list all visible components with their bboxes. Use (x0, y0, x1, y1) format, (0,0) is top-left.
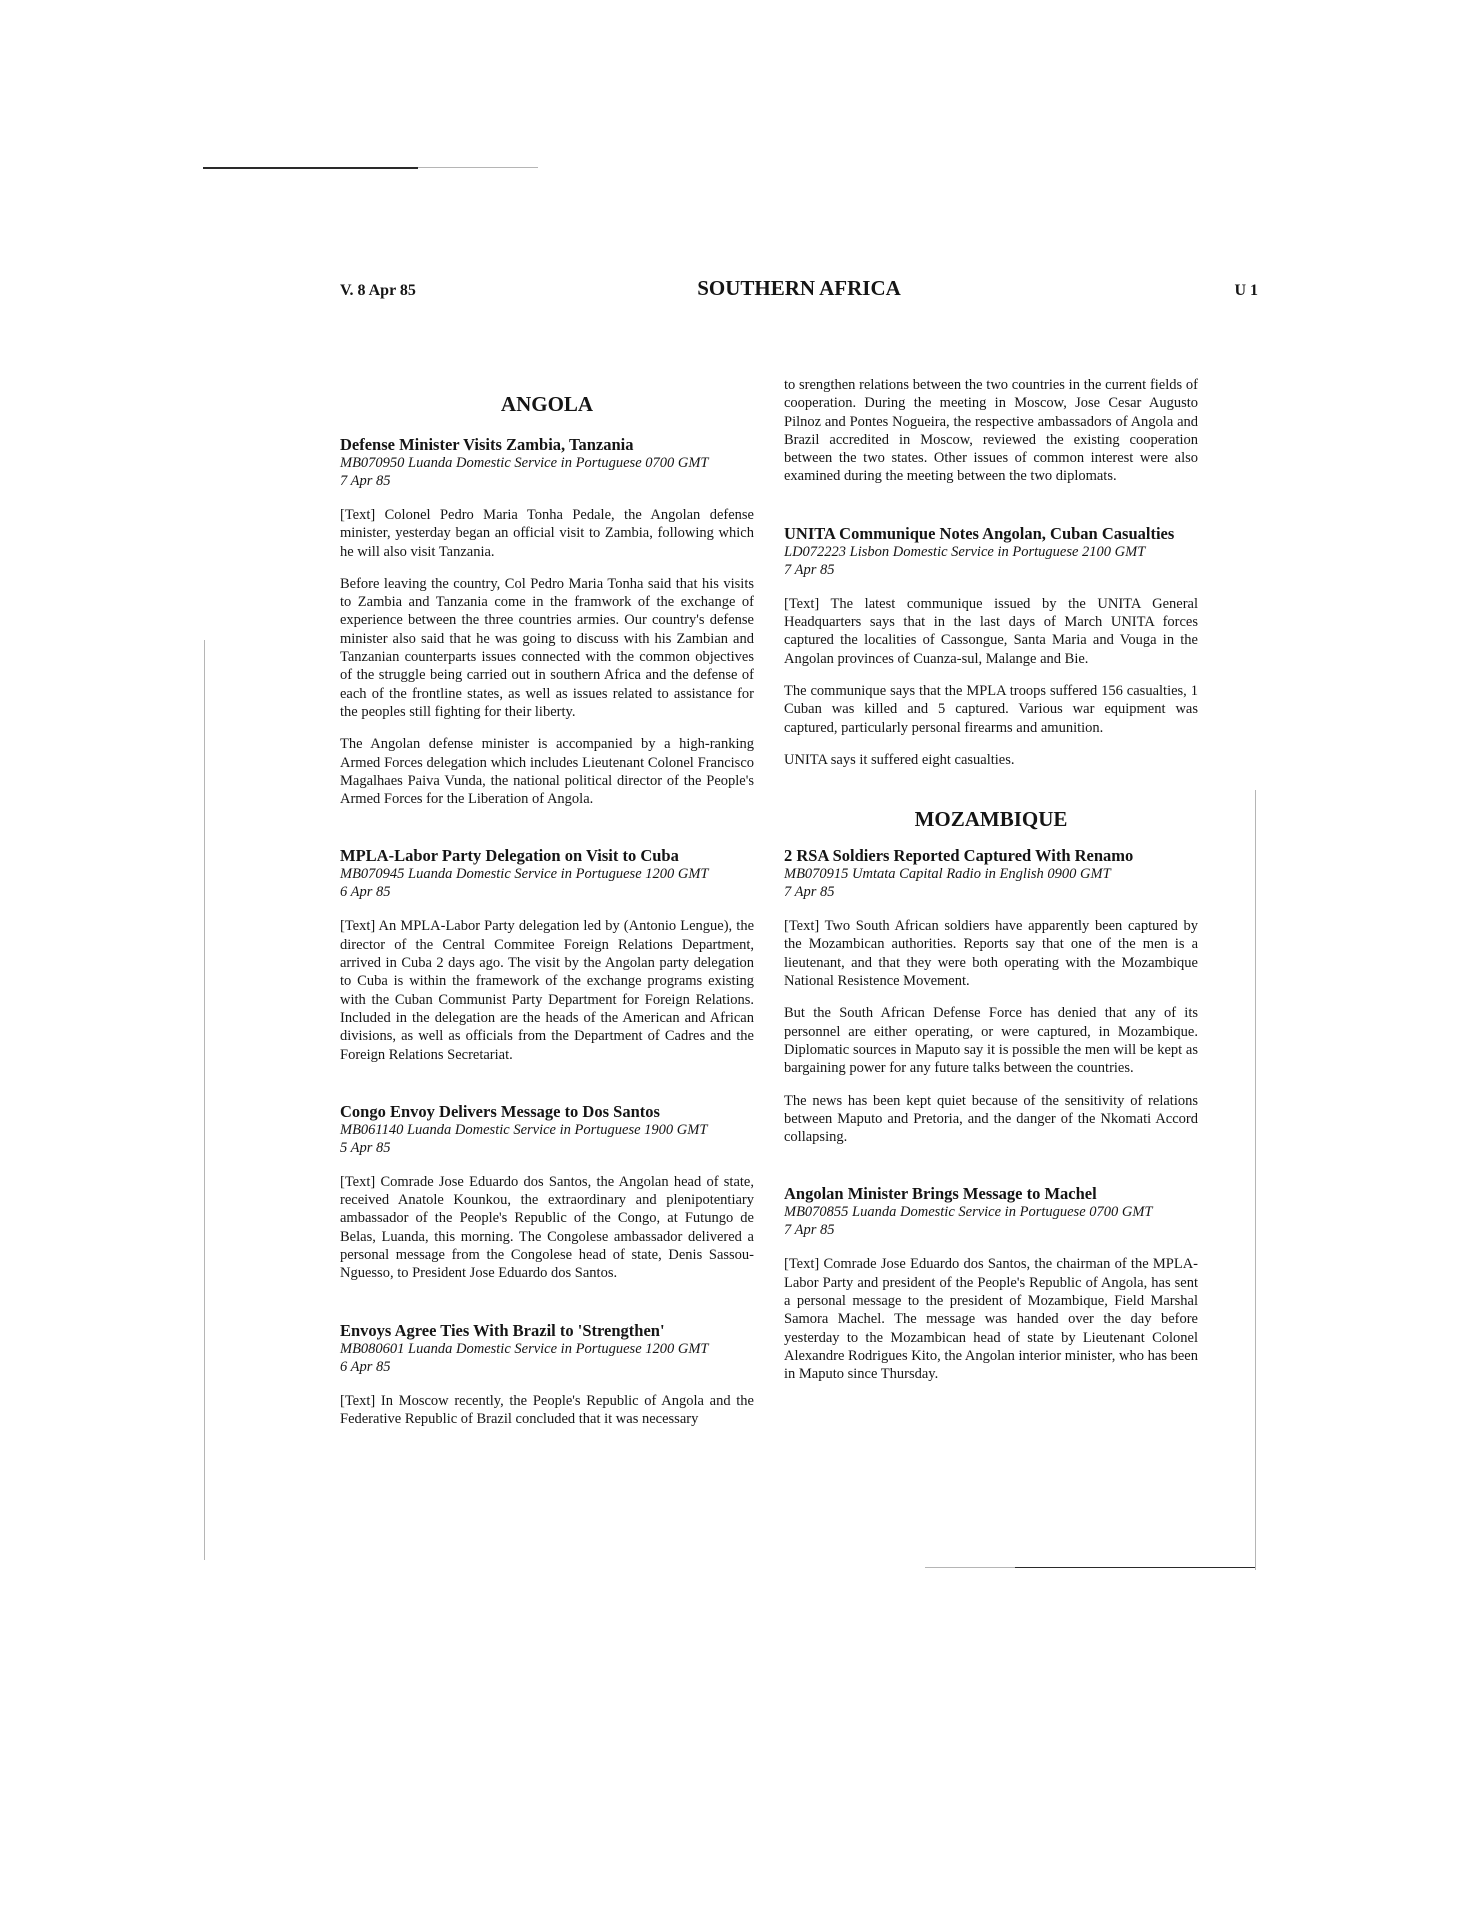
article-mpla-delegation (340, 846, 754, 1063)
article-headline: Angolan Minister Brings Message to Machel (784, 1184, 1097, 1204)
article-paragraph: [Text] Comrade Jose Eduardo dos Santos, the chairman of the MPLA-Labor Party and president of the People's Republic of Angola, has sent a personal message to the president of Mozambique, Field Marshal Samora Machel. The message was handed over the day before yesterday to the Mozambican head of state by Lieutenant Colonel Alexandre Rodrigues Kito, the Angolan interior minister, who has been in Maputo since Thursday. (784, 1256, 1198, 1383)
article-headline: MPLA-Labor Party Delegation on Visit to Cuba (340, 846, 679, 866)
article-dateline: MB070855 Luanda Domestic Service in Portuguese 0700 GMT 7 Apr 85 (784, 1204, 1153, 1239)
page-number: U 1 (1234, 282, 1258, 299)
article-paragraph: The communique says that the MPLA troops suffered 156 casualties, 1 Cuban was killed and 5 captured. Various war equipment was captured, particularly personal firearms and amunition. (784, 682, 1198, 736)
article-paragraph: The news has been kept quiet because of the sensitivity of relations between Maputo and Pretoria, and the danger of the Nkomati Accord collapsing. (784, 1092, 1198, 1146)
article-paragraph: Before leaving the country, Col Pedro Maria Tonha said that his visits to Zambia and Tanzania come in the framwork of the exchange of experience between the three countries armies. Our country's defense minister also said that he was going to discuss with his Zambian and Tanzanian counterparts issues connected with the common objectives of the struggle being carried out in southern Africa and the defense of each of the frontline states, as well as issues related to assistance for the peoples still fighting for their liberty. (340, 575, 754, 720)
bottom-scan-rule (1015, 1567, 1255, 1568)
article-paragraph: [Text] In Moscow recently, the People's Republic of Angola and the Federative Republic of Brazil concluded that it was necessary (340, 1392, 754, 1427)
top-scan-dashes (418, 167, 538, 168)
article-headline: Defense Minister Visits Zambia, Tanzania (340, 435, 634, 454)
running-head (340, 276, 1258, 306)
article-paragraph: [Text] Two South African soldiers have apparently been captured by the Mozambican authorities. Reports say that one of the men is a lieutenant, and that they were both operating with the Mozambique National Resistence Movement. (784, 918, 1198, 990)
article-paragraph: But the South African Defense Force has denied that any of its personnel are either operating, or were captured, in Mozambique. Diplomatic sources in Maputo say it is possible the men will be kept as bargaining power for any future talks between the countries. (784, 1005, 1198, 1077)
article-paragraph: [Text] An MPLA-Labor Party delegation led by (Antonio Lengue), the director of the Central Commitee Foreign Relations Department, arrived in Cuba 2 days ago. The visit by the Angolan party delegation to Cuba is within the framework of the exchange programs existing with the Cuban Communist Party Department for Foreign Relations. Included in the delegation are the heads of the American and African divisions, as well as officials from the Department of Cadres and the Foreign Relations Secretariat. (340, 918, 754, 1063)
article-paragraph: [Text] Colonel Pedro Maria Tonha Pedale, the Angolan defense minister, yesterday began an official visit to Zambia, following which he will also visit Tanzania. (340, 507, 754, 560)
article-dateline: MB070915 Umtata Capital Radio in English 0900 GMT 7 Apr 85 (784, 866, 1111, 901)
section-title-mozambique: MOZAMBIQUE (914, 807, 1068, 832)
page-section-title: SOUTHERN AFRICA (697, 276, 901, 300)
article-headline: 2 RSA Soldiers Reported Captured With Renamo (784, 846, 1134, 866)
article-brazil-ties (340, 1321, 754, 1429)
article-angolan-minister-machel (784, 1184, 1198, 1383)
left-column (340, 376, 754, 1466)
bottom-scan-dashes (925, 1567, 1015, 1568)
article-unita-communique (784, 524, 1198, 769)
issue-date: V. 8 Apr 85 (340, 282, 416, 299)
right-column (784, 376, 1198, 1422)
article-paragraph: [Text] Comrade Jose Eduardo dos Santos, the Angolan head of state, received Anatole Kounkou, the extraordinary and plenipotentiary ambassador of the People's Republic of the Congo, at Futungo de Belas, Luanda, this morning. The Congolese ambassador delivered a personal message from the Congolese head of state, Denis Sassou-Nguesso, to President Jose Eduardo dos Santos. (340, 1173, 754, 1282)
article-dateline: MB080601 Luanda Domestic Service in Portuguese 1200 GMT 6 Apr 85 (340, 1340, 709, 1375)
article-rsa-soldiers (784, 846, 1198, 1146)
article-dateline: MB061140 Luanda Domestic Service in Portuguese 1900 GMT 5 Apr 85 (340, 1121, 708, 1156)
right-margin-rule (1255, 790, 1256, 1570)
article-dateline: MB070945 Luanda Domestic Service in Portuguese 1200 GMT 6 Apr 85 (340, 866, 709, 901)
article-headline: Envoys Agree Ties With Brazil to 'Strengthen' (340, 1320, 665, 1340)
section-title-angola: ANGOLA (500, 392, 594, 416)
article-defense-minister (340, 435, 754, 808)
left-margin-rule (204, 640, 205, 1560)
article-headline: UNITA Communique Notes Angolan, Cuban Casualties (784, 523, 1175, 543)
article-headline: Congo Envoy Delivers Message to Dos Santos (340, 1101, 660, 1121)
article-dateline: MB070950 Luanda Domestic Service in Portuguese 0700 GMT 7 Apr 85 (340, 455, 709, 489)
article-congo-envoy (340, 1102, 754, 1283)
top-scan-rule (203, 167, 418, 169)
article-paragraph: [Text] The latest communique issued by the UNITA General Headquarters says that in the last days of March UNITA forces captured the localities of Cassongue, Santa Maria and Vouga in the Angolan provinces of Cuanza-sul, Malange and Bie. (784, 595, 1198, 667)
article-dateline: LD072223 Lisbon Domestic Service in Portuguese 2100 GMT 7 Apr 85 (784, 543, 1146, 578)
continued-paragraph: to srengthen relations between the two countries in the current fields of cooperation. During the meeting in Moscow, Jose Cesar Augusto Pilnoz and Pontes Nogueira, the respective ambassadors of Angola and Brazil accredited in Moscow, reviewed the existing cooperation between the two states. Other issues of common interest were also examined during the meeting between the two diplomats. (784, 377, 1198, 485)
article-paragraph: The Angolan defense minister is accompanied by a high-ranking Armed Forces delegation which includes Lieutenant Colonel Francisco Magalhaes Paiva Vunda, the national political director of the People's Armed Forces for the Liberation of Angola. (340, 736, 754, 808)
article-paragraph: UNITA says it suffered eight casualties. (784, 751, 1015, 768)
